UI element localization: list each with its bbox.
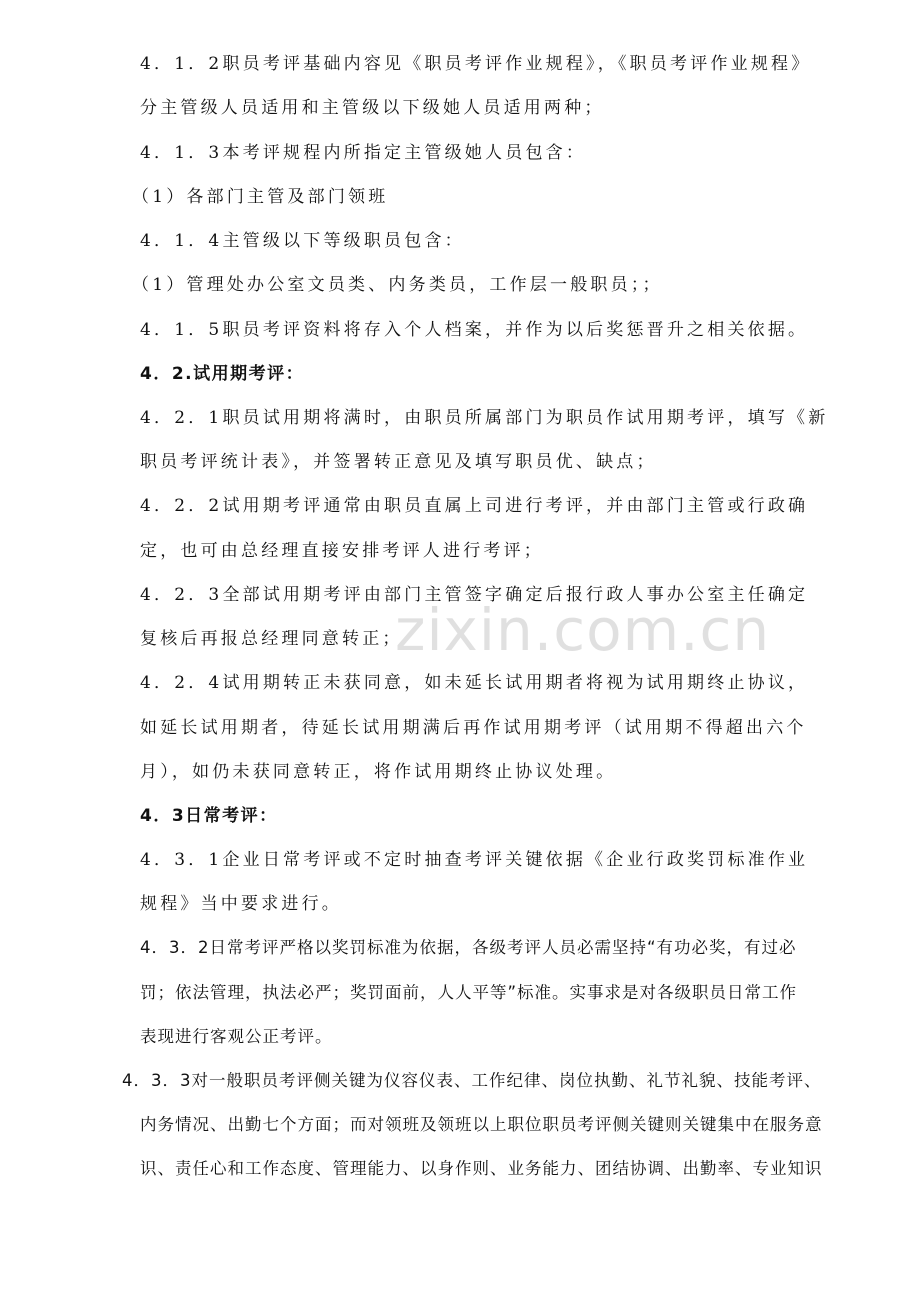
text-line: 内务情况、出勤七个方面；而对领班及领班以上职位职员考评侧关键则关键集中在服务意 xyxy=(140,1115,823,1134)
text-line: 4．1．3本考评规程内所指定主管级她人员包含： xyxy=(140,143,587,163)
text-line: 4．3．1企业日常考评或不定时抽查考评关键依据《企业行政奖罚标准作业 xyxy=(140,850,809,870)
section-heading: 4．2.试用期考评： xyxy=(140,364,305,384)
text-line: 4．1．5职员考评资料将存入个人档案，并作为以后奖惩晋升之相关依据。 xyxy=(140,320,809,340)
text-line: 4．2．4试用期转正未获同意，如未延长试用期者将视为试用期终止协议， xyxy=(140,673,809,693)
text-line: 识、责任心和工作态度、管理能力、以身作则、业务能力、团结协调、出勤率、专业知识 xyxy=(140,1159,823,1178)
text-line: 4．3．2日常考评严格以奖罚标准为依据，各级考评人员必需坚持“有功必奖，有过必 xyxy=(140,938,797,957)
watermark-text: zixin.com.cn xyxy=(395,596,771,664)
text-line: 4．2．1职员试用期将满时，由职员所属部门为职员作试用期考评，填写《新 xyxy=(140,408,829,428)
text-line: 职员考评统计表》，并签署转正意见及填写职员优、缺点； xyxy=(140,452,657,472)
text-line: 规程》当中要求进行。 xyxy=(140,894,342,914)
text-line: 4．1．2职员考评基础内容见《职员考评作业规程》，《职员考评作业规程》 xyxy=(140,54,812,74)
text-line: 复核后再报总经理同意转正； xyxy=(140,629,403,649)
text-line: 罚；依法管理，执法必严；奖罚面前，人人平等”标准。实事求是对各级职员日常工作 xyxy=(140,983,798,1002)
text-line: 分主管级人员适用和主管级以下级她人员适用两种； xyxy=(140,98,605,118)
section-heading: 4．3日常考评： xyxy=(140,806,278,826)
text-line: 4．2．2试用期考评通常由职员直属上司进行考评，并由部门主管或行政确 xyxy=(140,496,809,516)
text-line: 月），如仍未获同意转正，将作试用期终止协议处理。 xyxy=(140,762,617,782)
text-line: 4．2．3全部试用期考评由部门主管签字确定后报行政人事办公室主任确定 xyxy=(140,585,809,605)
text-line: 表现进行客观公正考评。 xyxy=(140,1027,333,1046)
text-line: 4．3．3对一般职员考评侧关键为仪容仪表、工作纪律、岗位执勤、礼节礼貌、技能考评、 xyxy=(122,1071,822,1090)
text-line: （1）各部门主管及部门领班 xyxy=(132,187,389,207)
text-line: 4．1．4主管级以下等级职员包含： xyxy=(140,231,465,251)
text-line: （1）管理处办公室文员类、内务类员，工作层一般职员；； xyxy=(132,275,663,295)
text-line: 如延长试用期者，待延长试用期满后再作试用期考评（试用期不得超出六个 xyxy=(140,718,807,738)
text-line: 定，也可由总经理直接安排考评人进行考评； xyxy=(140,541,544,561)
